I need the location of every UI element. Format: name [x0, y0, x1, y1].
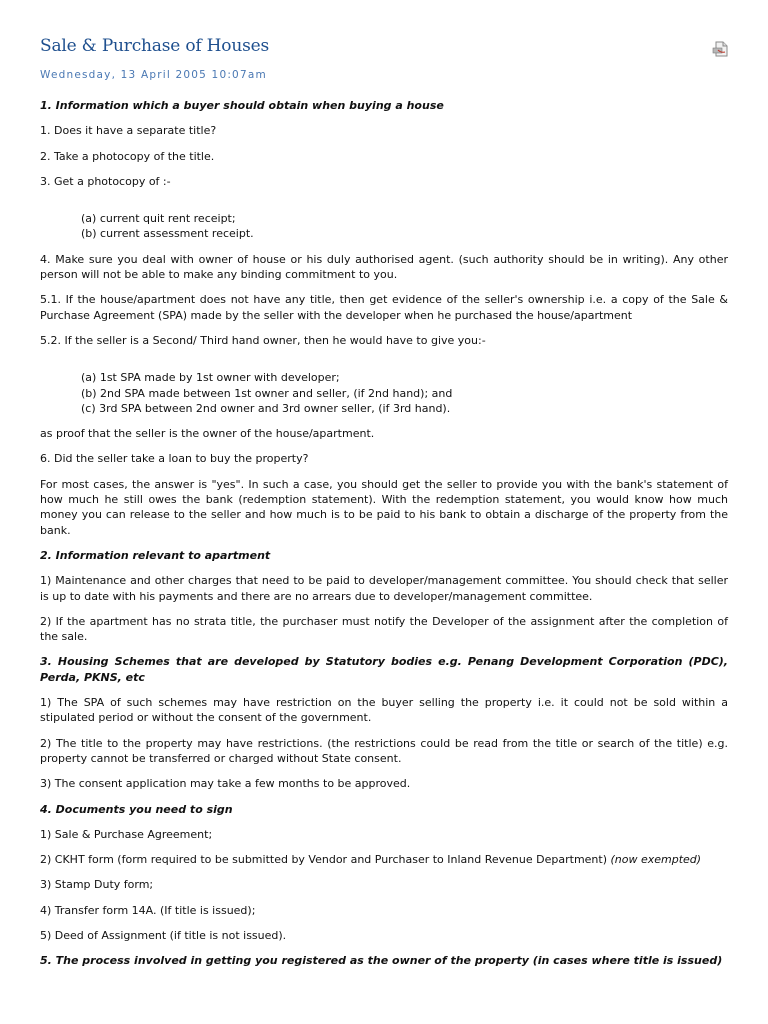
paragraph: 1) Sale & Purchase Agreement; [40, 827, 213, 841]
paragraph: 2. Take a photocopy of the title. [40, 149, 215, 163]
paragraph: 4. Make sure you deal with owner of house or his duly authorised agent. (such authority should be in writing). Any other person will not be able to make any binding commitment to you. [40, 252, 728, 282]
section-heading: 4. Documents you need to sign [40, 802, 233, 816]
paragraph: 5.1. If the house/apartment does not have any title, then get evidence of the seller's ownership i.e. a copy of the Sale & Purchase Agreement (SPA) made by the seller with the developer when he purchased the house/apartment [40, 293, 728, 322]
list-item: (c) 3rd SPA between 2nd owner and 3rd owner seller, (if 3rd hand). [81, 401, 451, 415]
list-item: (a) current quit rent receipt; [81, 212, 236, 226]
article-body [40, 98, 728, 979]
section-heading: 3. Housing Schemes that are developed by Statutory bodies e.g. Penang Development Corporation (PDC), Perda, PKNS, etc [40, 655, 728, 684]
paragraph: 3. Get a photocopy of :- [40, 174, 171, 188]
paragraph: 1. Does it have a separate title? [40, 124, 217, 138]
paragraph [40, 852, 728, 867]
paragraph: 6. Did the seller take a loan to buy the property? [40, 452, 309, 466]
paragraph: 2) If the apartment has no strata title, the purchaser must notify the Developer of the assignment after the completion of the sale. [40, 614, 728, 644]
paragraph: 1) The SPA of such schemes may have restriction on the buyer selling the property i.e. it could not be sold within a stipulated period or without the consent of the government. [40, 696, 728, 725]
receipt-list [81, 211, 728, 242]
section-heading: 5. The process involved in getting you registered as the owner of the property (in cases where title is issued) [40, 954, 723, 968]
paragraph: 3) Stamp Duty form; [40, 878, 154, 892]
pdf-document-icon[interactable] [712, 40, 730, 58]
exempted-note: (now exempted) [610, 853, 702, 867]
section-heading: 1. Information which a buyer should obtain when buying a house [40, 99, 444, 112]
paragraph: 3) The consent application may take a few months to be approved. [40, 777, 411, 791]
paragraph: 1) Maintenance and other charges that need to be paid to developer/management committee. You should check that seller is up to date with his payments and there are no arrears due to developer/management committee. [40, 574, 728, 603]
list-item: (b) 2nd SPA made between 1st owner and seller, (if 2nd hand); and [81, 386, 453, 400]
paragraph: 2) The title to the property may have restrictions. (the restrictions could be read from the title or search of the title) e.g. property cannot be transferred or charged without State consent. [40, 736, 728, 765]
paragraph-text: 2) CKHT form (form required to be submitted by Vendor and Purchaser to Inland Revenue Department) [40, 853, 607, 867]
paragraph: 4) Transfer form 14A. (If title is issued); [40, 903, 256, 917]
spa-list [81, 370, 728, 416]
paragraph: as proof that the seller is the owner of the house/apartment. [40, 427, 375, 441]
list-item: (a) 1st SPA made by 1st owner with developer; [81, 371, 340, 385]
list-item: (b) current assessment receipt. [81, 227, 254, 241]
article-date: Wednesday, 13 April 2005 10:07am [40, 69, 267, 81]
paragraph: For most cases, the answer is "yes". In such a case, you should get the seller to provide you with the bank's statement of how much he still owes the bank (redemption statement). With the redemption statement, you would know how much money you can release to the seller and how much is to be paid to his bank to obtain a discharge of the property from the bank. [40, 477, 728, 537]
paragraph: 5) Deed of Assignment (if title is not issued). [40, 928, 287, 942]
article-title: Sale & Purchase of Houses [40, 36, 269, 56]
paragraph: 5.2. If the seller is a Second/ Third hand owner, then he would have to give you:- [40, 333, 486, 347]
section-heading: 2. Information relevant to apartment [40, 548, 271, 562]
